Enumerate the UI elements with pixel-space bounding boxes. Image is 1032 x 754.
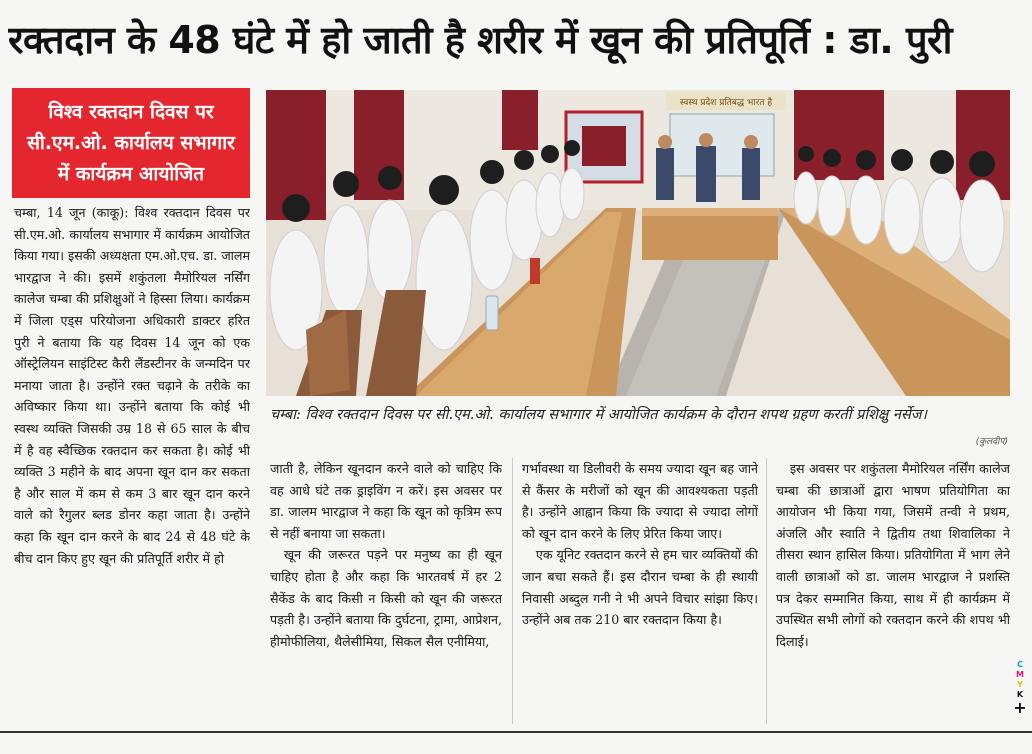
column-divider: [766, 458, 767, 724]
column-divider: [512, 458, 513, 724]
cmyk-registration-mark: [1012, 660, 1028, 730]
article-column-4: [776, 458, 1010, 724]
photo-banner-text: स्वस्थ प्रदेश प्रतिबद्ध भारत है: [679, 98, 773, 108]
article-column-1: [14, 202, 250, 724]
cmyk-y: Y: [1017, 680, 1023, 689]
paragraph: गर्भावस्था या डिलीवरी के समय ज्यादा खून बह जाने से कैंसर के मरीजों को खून की आवश्यकता पड़ती है। उन्होंने आह्वान किया कि ज्यादा से ज्यादा लोगों को खून दान करने के लिए प्रेरित किया जाए।: [522, 461, 758, 541]
crosshair-icon: +: [1013, 698, 1027, 717]
article-column-2: [270, 458, 502, 724]
paragraph: एक यूनिट रक्तदान करने से हम चार व्यक्तियों की जान बचा सकते हैं। इस दौरान चम्बा के ही स्थायी निवासी अब्दुल गनी ने भी अपने विचार सांझा किए। उन्होंने अब तक 210 बार रक्तदान किया है।: [522, 547, 758, 628]
cmyk-m: M: [1016, 670, 1024, 679]
subhead-line: सी.एम.ओ. कार्यालय सभागार: [27, 131, 235, 154]
subhead-box: [12, 88, 250, 198]
subhead-line: में कार्यक्रम आयोजित: [57, 162, 205, 185]
paragraph: जाती है, लेकिन खूनदान करने वाले को चाहिए कि वह आधे घंटे तक ड्राइविंग न करें। इस अवसर पर डा. जालम भारद्वाज ने कहा कि खून को कृत्रिम रूप से नहीं बनाया जा सकता।: [270, 461, 502, 541]
news-photo: [266, 90, 1010, 396]
photo-credit: (कुलदीप): [975, 437, 1008, 447]
headline: रक्तदान के 48 घंटे में हो जाती है शरीर में खून की प्रतिपूर्ति : डा. पुरी: [8, 18, 952, 62]
photo-caption: चम्बा: विश्व रक्तदान दिवस पर सी.एम.ओ. कार्यालय सभागार में आयोजित कार्यक्रम के दौरान शपथ ग्रहण करतीं प्रशिक्षु नर्सेज।: [270, 407, 928, 423]
paragraph: इस अवसर पर शकुंतला मैमोरियल नर्सिंग कालेज चम्बा की छात्राओं द्वारा भाषण प्रतियोगिता का आयोजन भी किया गया, जिसमें तन्वी ने प्रथम, अंजलि और स्वाति ने द्वितीय तथा शिवालिका ने तीसरा स्थान हासिल किया। प्रतियोगिता में भाग लेने वाली छात्राओं को डा. जालम भारद्वाज ने प्रशस्ति पत्र देकर सम्मानित किया, साथ में ही कार्यक्रम में उपस्थित सभी लोगों को रक्तदान करने की शपथ भी दिलाई।: [776, 461, 1010, 649]
paragraph: खून की जरूरत पड़ने पर मनुष्य का ही खून चाहिए होता है और कहा कि भारतवर्ष में हर 2 सैकेंड के बाद किसी न किसी को खून की जरूरत पड़ती है। उन्होंने बताया कि दुर्घटना, ट्रामा, आप्रेशन, हीमोफीलिया, थैलेसीमिया, सिकल सैल एनीमिया,: [270, 547, 502, 649]
cmyk-c: C: [1017, 660, 1023, 669]
nurses-oath-photo: [266, 90, 1010, 396]
subhead-line: विश्व रक्तदान दिवस पर: [48, 100, 214, 123]
article-column-3: [522, 458, 758, 724]
paragraph: चम्बा, 14 जून (काकू): विश्व रक्तदान दिवस पर सी.एम.ओ. कार्यालय सभागार में कार्यक्रम आयोजित किया गया। इसकी अध्यक्षता एम.ओ.एच. डा. जालम भारद्वाज ने की। इसमें शकुंतला मैमोरियल नर्सिंग कालेज चम्बा की प्रशिक्षुओं ने हिस्सा लिया। कार्यक्रम में जिला एड्स परियोजना अधिकारी डाक्टर हरित पुरी ने बताया कि यह दिवस 14 जून को एक ऑस्ट्रेलियन साइंटिस्ट कैरी लैंडस्टीनर के जन्मदिन पर मनाया जाता है। उन्होंने रक्त चढ़ाने के तरीके का अविष्कार किया था। उन्होंने बताया कि कोई भी स्वस्थ व्यक्ति जिसकी उम्र 18 से 65 साल के बीच में है वह स्वैच्छिक रक्तदान कर सकता है। कोई भी व्यक्ति 3 महीने के बाद अपना खून दान कर सकता है और साल में कम से कम 3 बार खून दान करने वाले को रैगुलर ब्लड डोनर कहा जाता है। उन्होंने कहा कि खून दान करने के बाद 24 से 48 घंटे के बीच दान किए हुए खून की प्रतिपूर्ति शरीर में हो: [14, 205, 250, 566]
cmyk-k: K: [1016, 690, 1024, 699]
bottom-rule: [0, 731, 1032, 733]
